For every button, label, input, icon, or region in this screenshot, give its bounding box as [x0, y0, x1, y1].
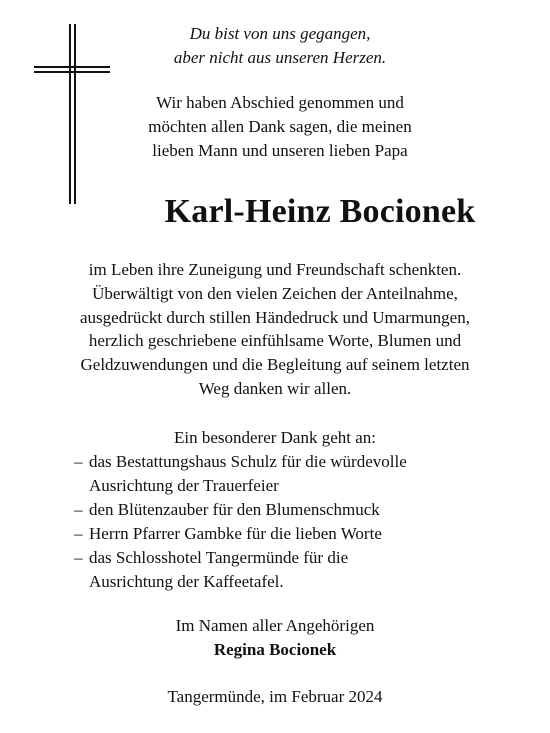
body-line: herzlich geschriebene einfühlsame Worte, Blumen und: [88, 331, 462, 351]
thanks-item: [74, 546, 514, 594]
thanks-list: [74, 450, 514, 594]
signer-name: Regina Bocionek: [213, 640, 337, 659]
body-line: Weg danken wir allen.: [198, 378, 352, 398]
deceased-name: Karl-Heinz Bocionek: [164, 193, 476, 230]
signoff-line: Im Namen aller Angehörigen: [175, 616, 375, 635]
intro-line: möchten allen Dank sagen, die meinen: [148, 117, 412, 136]
body-line: Geldzuwendungen und die Begleitung auf seinem letzten: [80, 355, 470, 375]
dash-marker: –: [74, 500, 83, 519]
dash-marker: –: [74, 524, 83, 543]
cross-icon: [34, 24, 110, 204]
motto-line: aber nicht aus unseren Herzen.: [173, 48, 387, 67]
place-date: Tangermünde, im Februar 2024: [167, 687, 383, 706]
thanks-item: [74, 450, 514, 498]
thanks-item-line: Herrn Pfarrer Gambke für die lieben Worte: [89, 524, 382, 543]
body-text: [0, 258, 550, 401]
intro-line: lieben Mann und unseren lieben Papa: [152, 141, 408, 160]
thanks-item-line: Ausrichtung der Trauerfeier: [89, 476, 279, 495]
motto: [160, 22, 400, 70]
thanks-item: [74, 522, 514, 546]
thanks-item-line: den Blütenzauber für den Blumenschmuck: [89, 500, 380, 519]
intro-text: [130, 91, 430, 163]
dash-marker: –: [74, 548, 83, 567]
body-line: im Leben ihre Zuneigung und Freundschaft schenkten.: [88, 260, 462, 279]
body-line: ausgedrückt durch stillen Händedruck und Umarmungen,: [80, 307, 470, 327]
thanks-item-line: das Schlosshotel Tangermünde für die: [89, 548, 349, 567]
body-line: Überwältigt von den vielen Zeichen der Anteilnahme,: [92, 283, 458, 303]
motto-line: Du bist von uns gegangen,: [189, 24, 371, 43]
thanks-item-line: Ausrichtung der Kaffeetafel.: [89, 572, 284, 591]
thanks-item-line: das Bestattungshaus Schulz für die würdevolle: [89, 452, 407, 471]
thanks-heading: Ein besonderer Dank geht an:: [173, 428, 377, 447]
thanks-item: [74, 498, 514, 522]
dash-marker: –: [74, 452, 83, 471]
intro-line: Wir haben Abschied genommen und: [156, 93, 404, 112]
signoff: [0, 614, 550, 662]
